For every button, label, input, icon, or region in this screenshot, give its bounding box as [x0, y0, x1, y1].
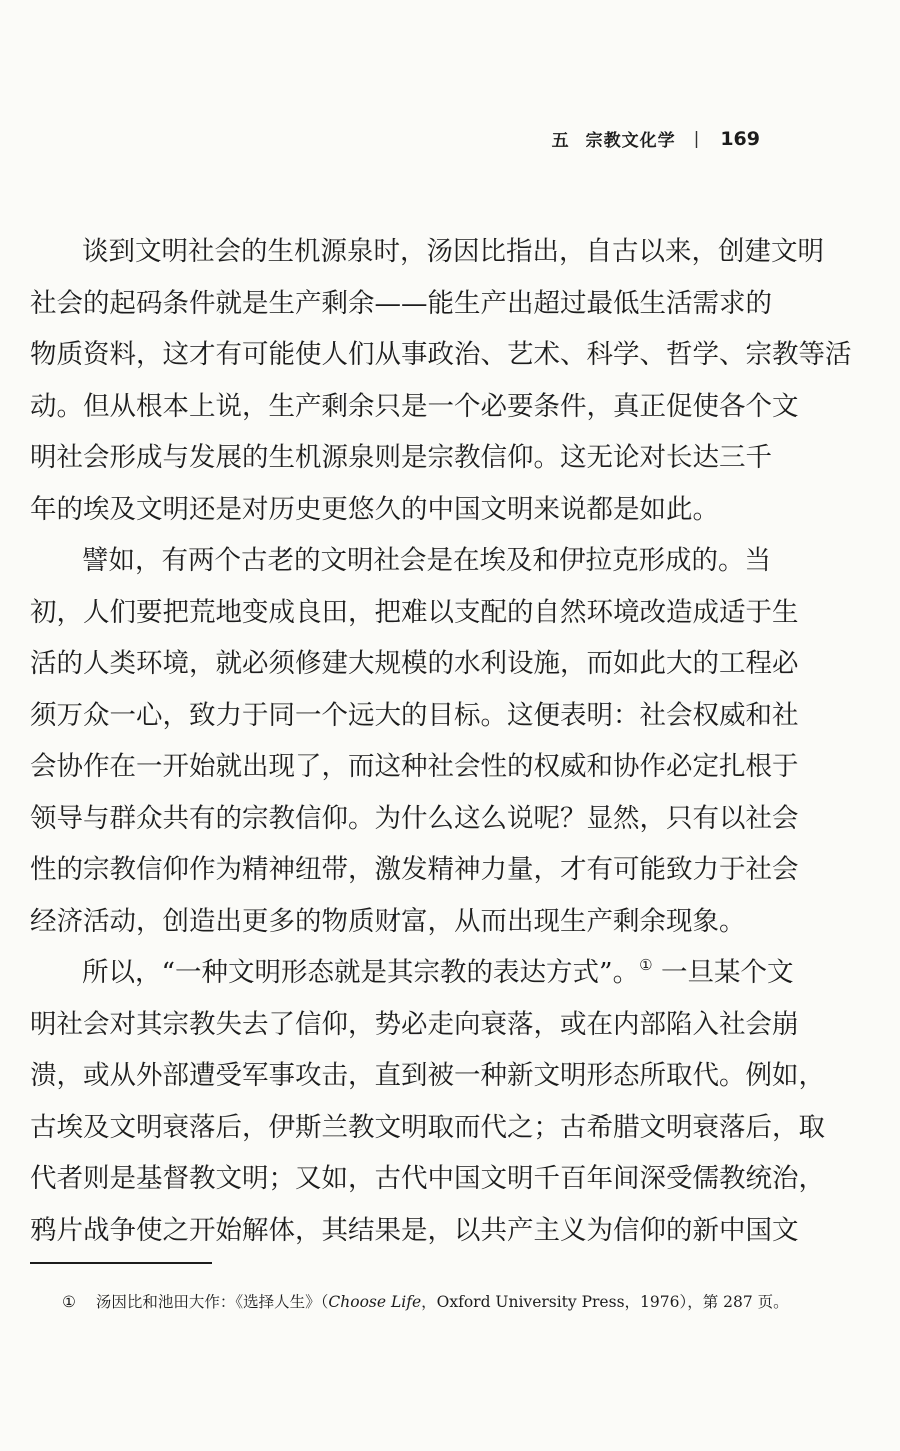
text-line: 性的宗教信仰作为精神纽带，激发精神力量，才有可能致力于社会: [30, 854, 799, 885]
footnote-mark: ①: [62, 1293, 76, 1311]
paragraph-2: [30, 535, 799, 947]
footnote-divider: [30, 1262, 212, 1264]
text-line: 会协作在一开始就出现了，而这种社会性的权威和协作必定扎根于: [30, 751, 799, 782]
footnote-text: 汤因比和池田大作：《选择人生》（: [95, 1293, 329, 1311]
paragraph-3: [30, 947, 825, 1256]
text-line: 明社会形成与发展的生机源泉则是宗教信仰。这无论对长达三千: [30, 442, 772, 473]
footnote-title-italic: Choose Life: [328, 1293, 422, 1311]
text-line: 领导与群众共有的宗教信仰。为什么这么说呢？显然，只有以社会: [30, 802, 799, 834]
text-line: 初，人们要把荒地变成良田，把难以支配的自然环境改造成适于生: [30, 596, 799, 628]
text-line: 活的人类环境，就必须修建大规模的水利设施，而如此大的工程必: [30, 648, 799, 679]
text-line: 溃，或从外部遭受军事攻击，直到被一种新文明形态所取代。例如，: [30, 1060, 825, 1091]
text-line: 须万众一心，致力于同一个远大的目标。这便表明：社会权威和社: [30, 699, 799, 731]
header-separator: |: [693, 128, 701, 149]
page-number: 169: [720, 127, 760, 150]
text-line: 社会的起码条件就是生产剩余——能生产出超过最低生活需求的: [30, 287, 772, 319]
text-line: 鸦片战争使之开始解体，其结果是，以共产主义为信仰的新中国文: [30, 1214, 799, 1246]
footnote-reference[interactable]: ①: [639, 956, 653, 974]
text-line: 古埃及文明衰落后，伊斯兰教文明取而代之；古希腊文明衰落后，取: [30, 1111, 825, 1143]
chapter-number: 五: [551, 131, 570, 151]
text-fragment: 一旦某个文: [652, 957, 794, 988]
footnote-publisher: ，Oxford University Press，1976），第 287 页。: [421, 1293, 789, 1311]
running-header: [552, 126, 760, 151]
text-line: 年的埃及文明还是对历史更悠久的中国文明来说都是如此。: [30, 493, 719, 525]
text-line: [30, 947, 794, 999]
text-line: 代者则是基督教文明；又如，古代中国文明千百年间深受儒教统治，: [30, 1163, 825, 1194]
footnote: [62, 1291, 822, 1313]
text-line: 物质资料，这才有可能使人们从事政治、艺术、科学、哲学、宗教等活: [30, 339, 852, 370]
text-line: 经济活动，创造出更多的物质财富，从而出现生产剩余现象。: [30, 905, 746, 937]
text-line: 譬如，有两个古老的文明社会是在埃及和伊拉克形成的。当: [82, 545, 771, 576]
chapter-title: 宗教文化学: [585, 131, 676, 151]
text-line: 动。但从根本上说，生产剩余只是一个必要条件，真正促使各个文: [30, 390, 799, 422]
text-line: 明社会对其宗教失去了信仰，势必走向衰落，或在内部陷入社会崩: [30, 1008, 799, 1040]
body-text: [30, 226, 852, 1256]
text-line: 谈到文明社会的生机源泉时，汤因比指出，自古以来，创建文明: [82, 236, 824, 267]
paragraph-1: [30, 226, 852, 535]
quote-text: 所以，“一种文明形态就是其宗教的表达方式”。: [82, 957, 640, 988]
